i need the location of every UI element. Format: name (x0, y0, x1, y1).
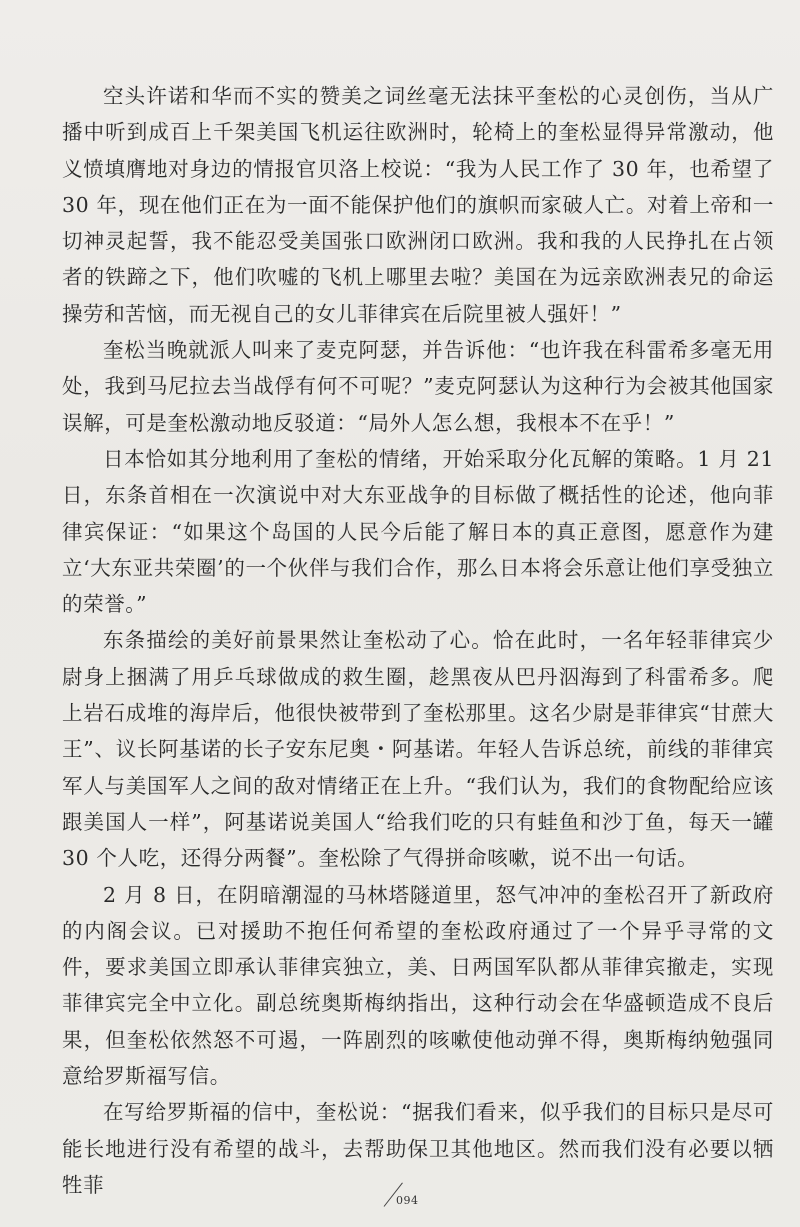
paragraph-3: 日本恰如其分地利用了奎松的情绪，开始采取分化瓦解的策略。1 月 21 日，东条首相在一次演说中对大东亚战争的目标做了概括性的论述，他向菲律宾保证：“如果这个岛国的人民今后能了解日本的真正意图，愿意作为建立‘大东亚共荣圈’的一个伙伴与我们合作，那么日本将会乐意让他们享受独立的荣誉。” (62, 446, 774, 617)
body-text (62, 78, 774, 1203)
paragraph-5: 2 月 8 日，在阴暗潮湿的马林塔隧道里，怒气冲冲的奎松召开了新政府的内阁会议。已对援助不抱任何希望的奎松政府通过了一个异乎寻常的文件，要求美国立即承认菲律宾独立，美、日两国军队都从菲律宾撤走，实现菲律宾完全中立化。副总统奥斯梅纳指出，这种行动会在华盛顿造成不良后果，但奎松依然怒不可遏，一阵剧烈的咳嗽使他动弹不得，奥斯梅纳勉强同意给罗斯福写信。 (62, 882, 774, 1089)
page-number-text: 094 (396, 1194, 419, 1207)
paragraph-2: 奎松当晚就派人叫来了麦克阿瑟，并告诉他：“也许我在科雷希多毫无用处，我到马尼拉去当战俘有何不可呢？”麦克阿瑟认为这种行为会被其他国家误解，可是奎松激动地反驳道：“局外人怎么想，我根本不在乎！” (62, 338, 774, 435)
paragraph-4: 东条描绘的美好前景果然让奎松动了心。恰在此时，一名年轻菲律宾少尉身上捆满了用乒乓球做成的救生圈，趁黑夜从巴丹泅海到了科雷希多。爬上岩石成堆的海岸后，他很快被带到了奎松那里。这名少尉是菲律宾“甘蔗大王”、议长阿基诺的长子安东尼奥・阿基诺。年轻人告诉总统，前线的菲律宾军人与美国军人之间的敌对情绪正在上升。“我们认为，我们的食物配给应该跟美国人一样”，阿基诺说美国人“给我们吃的只有蛙鱼和沙丁鱼，每天一罐 30 个人吃，还得分两餐”。奎松除了气得拼命咳嗽，说不出一句话。 (62, 628, 774, 871)
paragraph-1: 空头许诺和华而不实的赞美之词丝毫无法抹平奎松的心灵创伤，当从广播中听到成百上千架美国飞机运往欧洲时，轮椅上的奎松显得异常激动，他义愤填膺地对身边的情报官贝洛上校说：“我为人民工作了 30 年，也希望了 30 年，现在他们正在为一面不能保护他们的旗帜而家破人亡。对着上帝和一切神灵起誓，我不能忍受美国张口欧洲闭口欧洲。我和我的人民挣扎在占领者的铁蹄之下，他们吹嘘的飞机上哪里去啦？美国在为远亲欧洲表兄的命运操劳和苦恼，而无视自己的女儿菲律宾在后院里被人强奸！” (62, 84, 774, 326)
page-number (370, 1180, 430, 1220)
paragraph-6: 在写给罗斯福的信中，奎松说：“据我们看来，似乎我们的目标只是尽可能长地进行没有希望的战斗，去帮助保卫其他地区。然而我们没有必要以牺牲菲 (62, 1100, 774, 1197)
